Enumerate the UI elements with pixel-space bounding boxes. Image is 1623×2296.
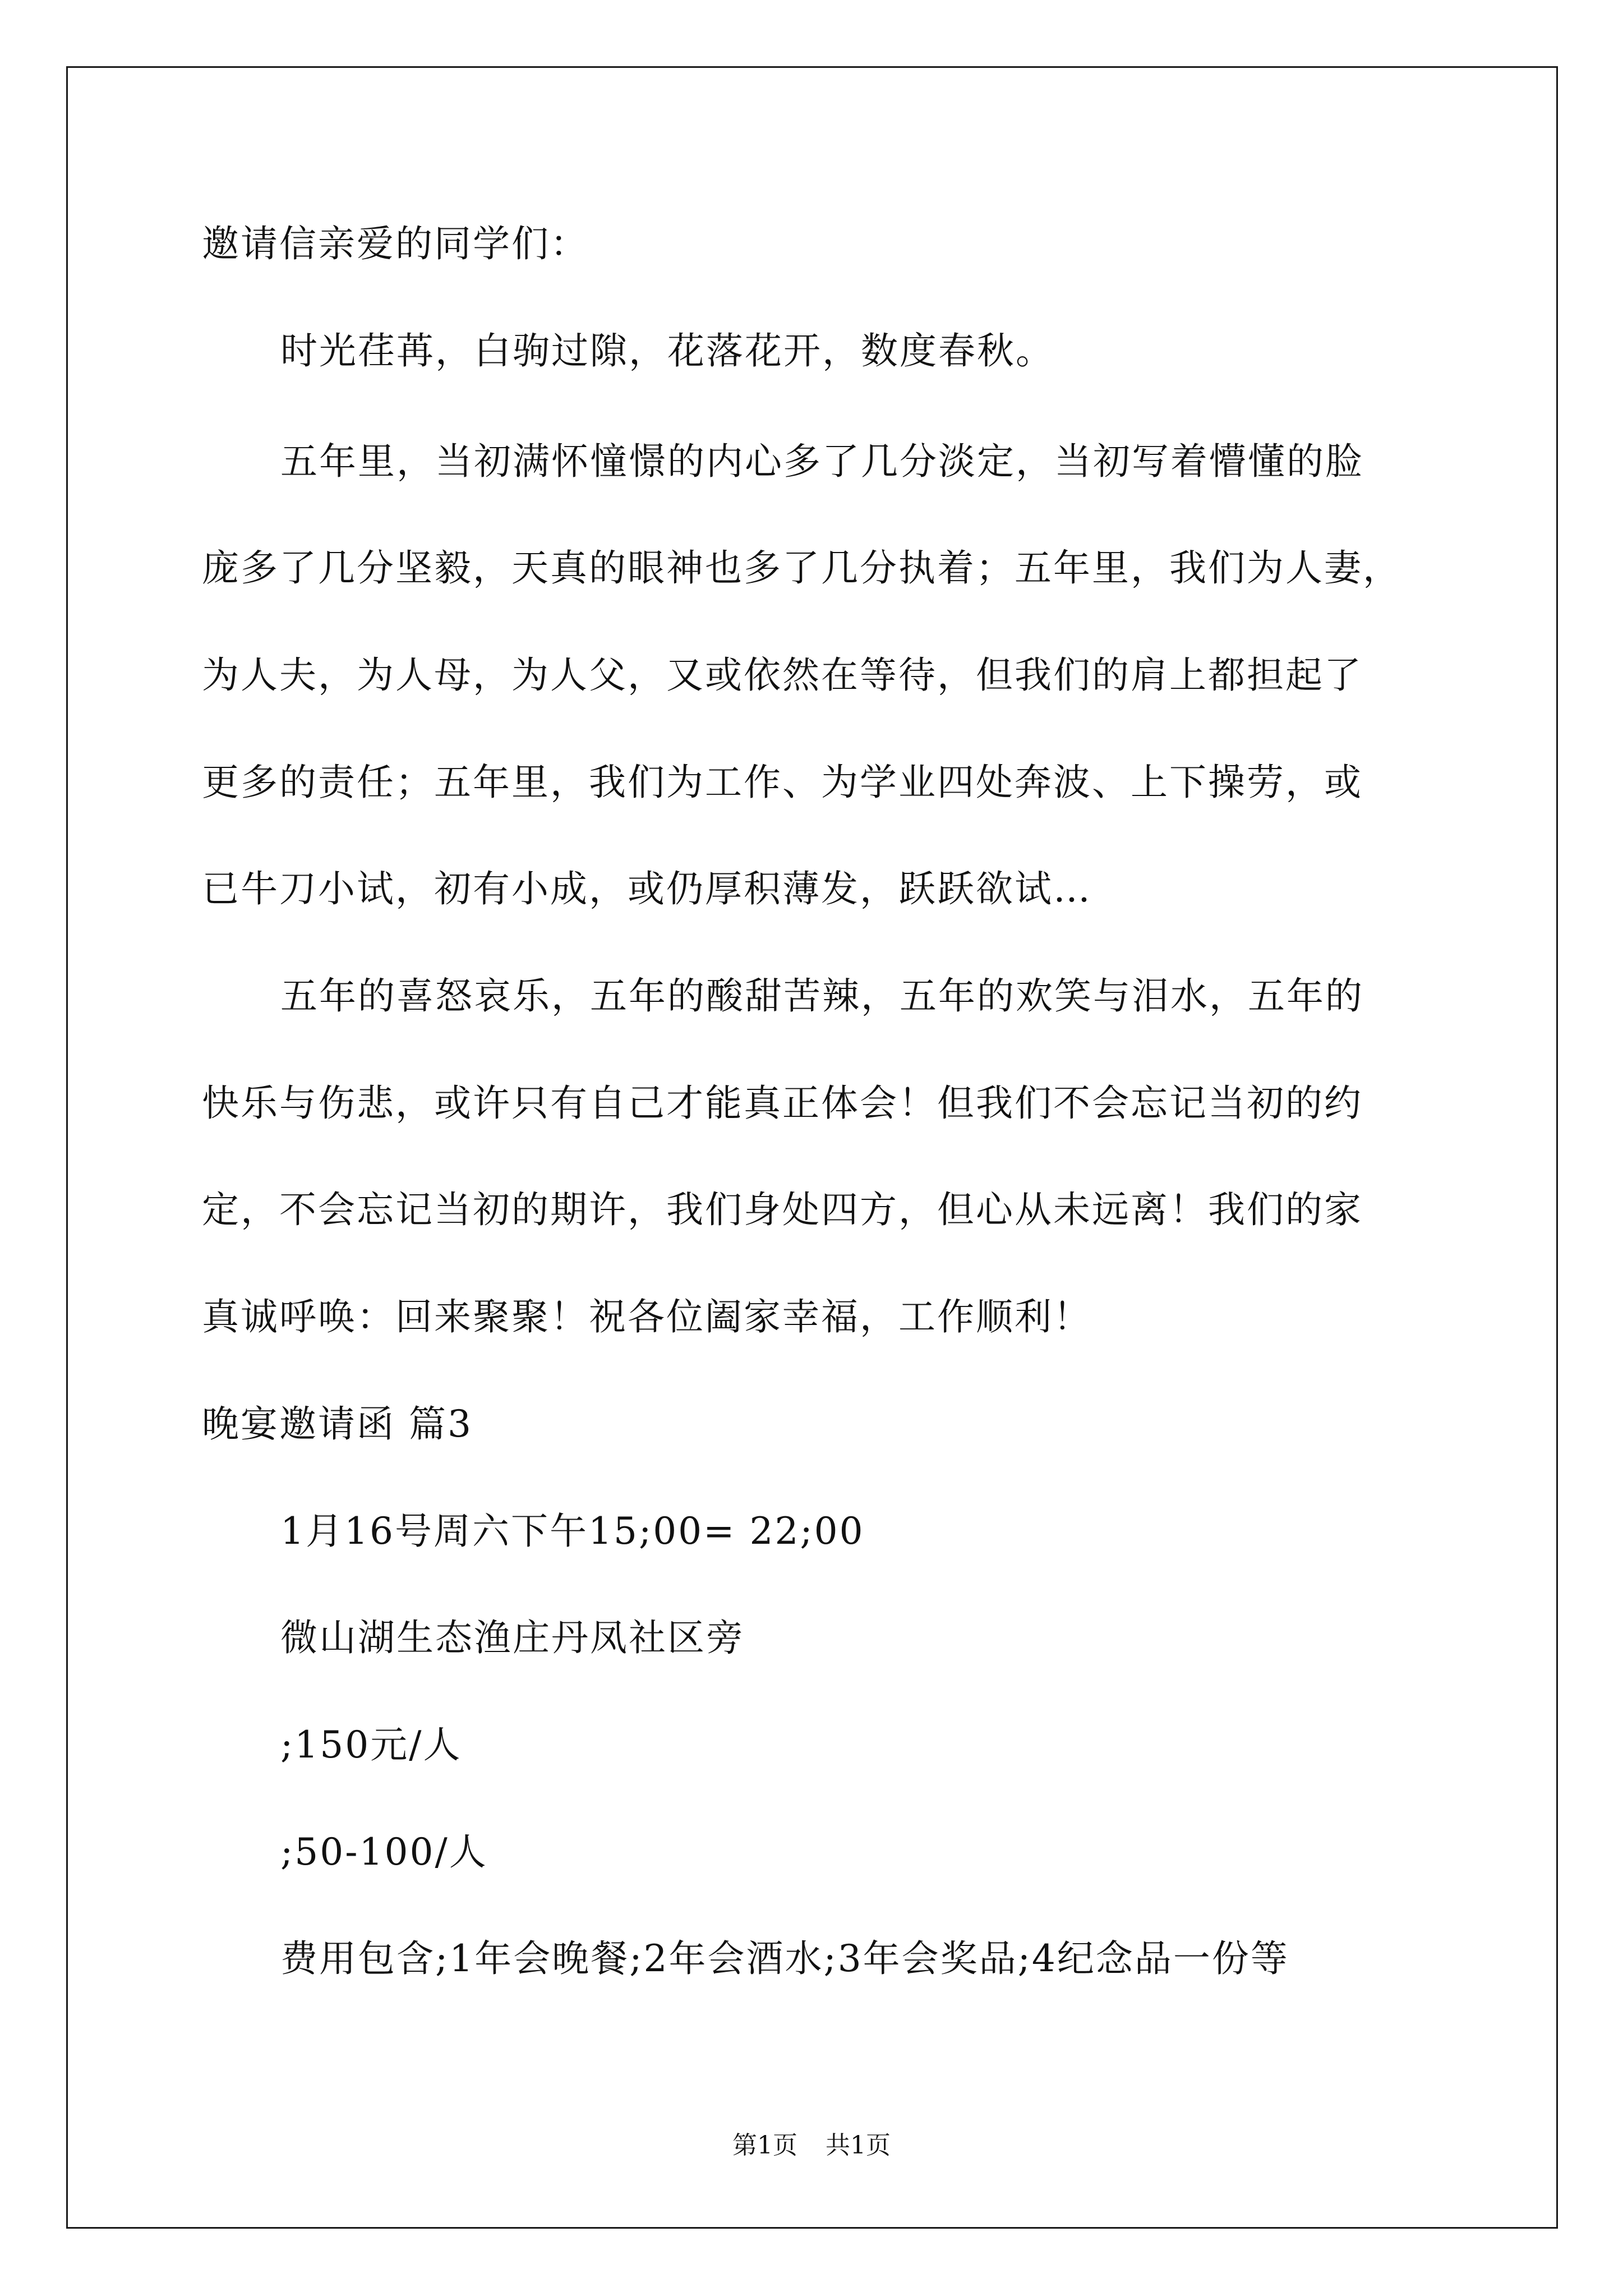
- paragraph-3-line-1: 五年的喜怒哀乐，五年的酸甜苦辣，五年的欢笑与泪水，五年的: [280, 974, 1364, 1018]
- paragraph-2-line-1: 五年里，当初满怀憧憬的内心多了几分淡定，当初写着懵懂的脸: [280, 440, 1364, 483]
- fee-line-1: ;150元/人: [280, 1723, 462, 1766]
- fee-line-2: ;50-100/人: [280, 1830, 488, 1874]
- total-pages: 共1页: [826, 2131, 891, 2160]
- paragraph-2-line-4: 更多的责任；五年里，我们为工作、为学业四处奔波、上下操劳，或: [202, 761, 1363, 804]
- paragraph-2-line-2: 庞多了几分坚毅，天真的眼神也多了几分执着；五年里，我们为人妻，: [202, 546, 1401, 590]
- fee-includes: 费用包含;1年会晚餐;2年会酒水;3年会奖品;4纪念品一份等: [280, 1937, 1289, 1980]
- page-footer: [0, 2131, 1623, 2160]
- page-number: 第1页: [732, 2131, 797, 2160]
- event-time: 1月16号周六下午15;00= 22;00: [280, 1510, 865, 1553]
- greeting-line: 邀请信亲爱的同学们：: [202, 222, 589, 265]
- event-location: 微山湖生态渔庄丹凤社区旁: [280, 1616, 745, 1659]
- paragraph-3-line-3: 定，不会忘记当初的期许，我们身处四方，但心从未远离！我们的家: [202, 1188, 1363, 1231]
- paragraph-3-line-4: 真诚呼唤：回来聚聚！祝各位阖家幸福，工作顺利！: [202, 1295, 1092, 1338]
- paragraph-3-line-2: 快乐与伤悲，或许只有自己才能真正体会！但我们不会忘记当初的约: [202, 1082, 1363, 1125]
- paragraph-2-line-3: 为人夫，为人母，为人父，又或依然在等待，但我们的肩上都担起了: [202, 654, 1363, 697]
- paragraph-2-line-5: 已牛刀小试，初有小成，或仍厚积薄发，跃跃欲试…: [202, 867, 1092, 910]
- paragraph-1-line-1: 时光荏苒，白驹过隙，花落花开，数度春秋。: [280, 329, 1054, 372]
- page-border: [66, 66, 1558, 2229]
- section-heading: 晚宴邀请函 篇3: [202, 1402, 473, 1446]
